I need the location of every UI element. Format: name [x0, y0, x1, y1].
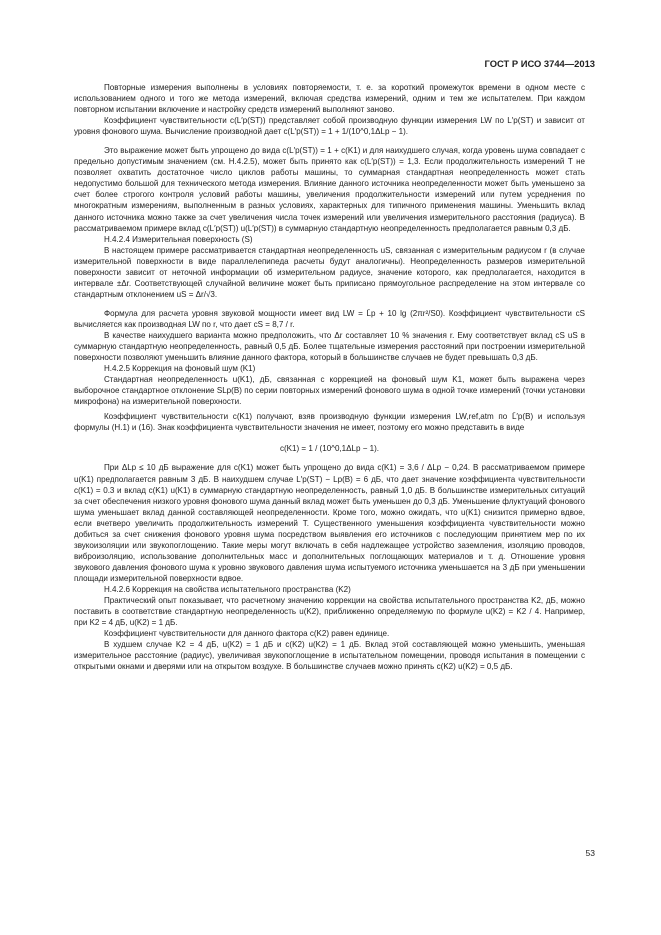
- paragraph: Формула для расчета уровня звуковой мощности имеет вид LW = L̄p + 10 lg (2πr²/S0). Коэффициент чувствительности cS вычисляется как производная LW по r, что дает cS = 8,7 / r.: [74, 308, 585, 329]
- section-heading: Н.4.2.4 Измерительная поверхность (S): [104, 234, 253, 244]
- document-body: [74, 82, 585, 672]
- page-number: 53: [585, 848, 595, 858]
- paragraph: Повторные измерения выполнены в условиях повторяемости, т. е. за короткий промежуток времени в одном месте с использованием одного и того же метода измерений, включая средства измерений, одним и тем же испытателем. При каждом повторном испытании включение и настройку средств измерений выполняют заново.: [74, 83, 585, 115]
- paragraph: При ΔLp ≤ 10 дБ выражение для c(K1) может быть упрощено до вида c(K1) = 3,6 / ΔLp − 0,24. В рассматриваемом примере u(K1) предполагается равным 3 дБ. В наихудшем случае L′p(ST) − Lp(B) = 6 дБ, что дает значение коэффициента чувствительности c(K1) = 0.3 и вклад c(K1) u(K1) в суммарную стандартную неопределенность, равный 1,0 дБ. В большинстве измерительных ситуаций за счет обеспечения низкого уровня фонового шума данный вклад может быть уменьшен до 0,3 дБ. Уменьшение флуктуаций фонового шума уменьшает вклад данной составляющей неопределенности. Кроме того, можно ожидать, что u(K1) снизится примерно вдвое, если вчетверо увеличить продолжительность измерений T. Существенного уменьшения коэффициента чувствительности можно добиться за счет снижения фонового уровня шума посредством выявления его источников с последующим принятием мер по их звукоизоляции или звукопоглощению. Такие меры могут включать в себя надлежащее устройство заземления, изоляцию проводов, виброизоляцию, использование дополнительных масс и дополнительных поглощающих материалов и т. д. Отношение уровня звукового давления фонового шума к уровню звукового давления шума испытуемого источника уменьшается на 3 дБ при уменьшении площади измерительной поверхности вдвое.: [74, 463, 585, 583]
- paragraph: В настоящем примере рассматривается стандартная неопределенность uS, связанная с измерительным радиусом r (в случае измерительной поверхности в виде параллелепипеда расчеты будут аналогичны). Неопределенность размеров измерительной поверхности зависит от неточной информации об измерительном радиусе, значение которого, как предполагается, находится в интервале ±Δr. Соответствующей случайной величине может быть приписано прямоугольное распределение на этом интервале со стандартным отклонением uS = Δr/√3.: [74, 245, 585, 299]
- document-header: ГОСТ Р ИСО 3744—2013: [484, 58, 595, 69]
- paragraph: В качестве наихудшего варианта можно предположить, что Δr составляет 10 % значения r. Ему соответствует вклад cS uS в суммарную стандартную неопределенность, равный 0,5 дБ. Более тщательные измерения расстояний при построении измерительной поверхности позволяют уменьшить влияние данного фактора, который в большинстве случаев не будет превышать 0,3 дБ.: [74, 330, 585, 363]
- formula-k1: c(K1) = 1 / (10^0,1ΔLp − 1).: [279, 444, 380, 454]
- section-heading: Н.4.2.5 Коррекция на фоновый шум (K1): [104, 364, 256, 374]
- paragraph: В худшем случае K2 = 4 дБ, u(K2) = 1 дБ и c(K2) u(K2) = 1 дБ. Вклад этой составляющей можно уменьшить, уменьшая измерительное расстояние (радиус), увеличивая звукопоглощение в испытательном помещении, проводя испытания в помещении с открытыми окнами и дверями или на открытом воздухе. В большинстве случаев можно принять c(K2) u(K2) = 0,5 дБ.: [74, 640, 585, 672]
- paragraph: Коэффициент чувствительности c(K1) получают, взяв производную функции измерения LW,ref,atm по L̄′p(B) и используя формулы (Н.1) и (16). Знак коэффициента чувствительности значения не имеет, поэтому его можно представить в виде: [74, 412, 585, 433]
- paragraph: Стандартная неопределенность u(K1), дБ, связанная с коррекцией на фоновый шум K1, может быть выражена через выборочное стандартное отклонение SLp(B) по серии повторных измерений фонового шума в одной точке измерений (точки установки микрофона) на измерительной поверхности.: [74, 375, 585, 407]
- section-heading: Н.4.2.6 Коррекция на свойства испытательного пространства (K2): [104, 584, 351, 594]
- paragraph: Коэффициент чувствительности для данного фактора c(K2) равен единице.: [104, 629, 390, 639]
- paragraph: Коэффициент чувствительности c(L′p(ST)) представляет собой производную функции измерения LW по L′p(ST) и зависит от уровня фонового шума. Вычисление производной дает c(L′p(ST)) = 1 + 1/(10^0,1ΔLp − 1).: [74, 116, 585, 137]
- paragraph: Это выражение может быть упрощено до вида c(L′p(ST)) = 1 + c(K1) и для наихудшего случая, когда уровень шума совпадает с предельно допустимым значением (см. Н.4.2.5), может быть принято как c(L′p(ST)) = 1,3. Если продолжительность измерений T не позволяет охватить достаточное число циклов работы машины, то суммарная стандартная неопределенность может стать недопустимо большой для технического метода измерения. Влияние данного источника неопределенности может быть уменьшено за счет более строгого контроля условий работы машины, увеличения продолжительности измерений или путем усреднения по многократным измерениям, выполненным в разных условиях, характерных для типичного применения машины. Уменьшить вклад данного источника можно также за счет увеличения числа точек измерений или увеличения измерительного расстояния (радиуса). В рассматриваемом примере вклад c(L′p(ST)) u(L′p(ST)) в суммарную стандартную неопределенность предполагается равным 0,3 дБ.: [74, 146, 585, 233]
- paragraph: Практический опыт показывает, что расчетному значению коррекции на свойства испытательного пространства K2, дБ, можно поставить в соответствие стандартную неопределенность u(K2), приближенно определяемую по формуле u(K2) = K2 / 4. Например, при K2 = 4 дБ, u(K2) = 1 дБ.: [74, 596, 585, 628]
